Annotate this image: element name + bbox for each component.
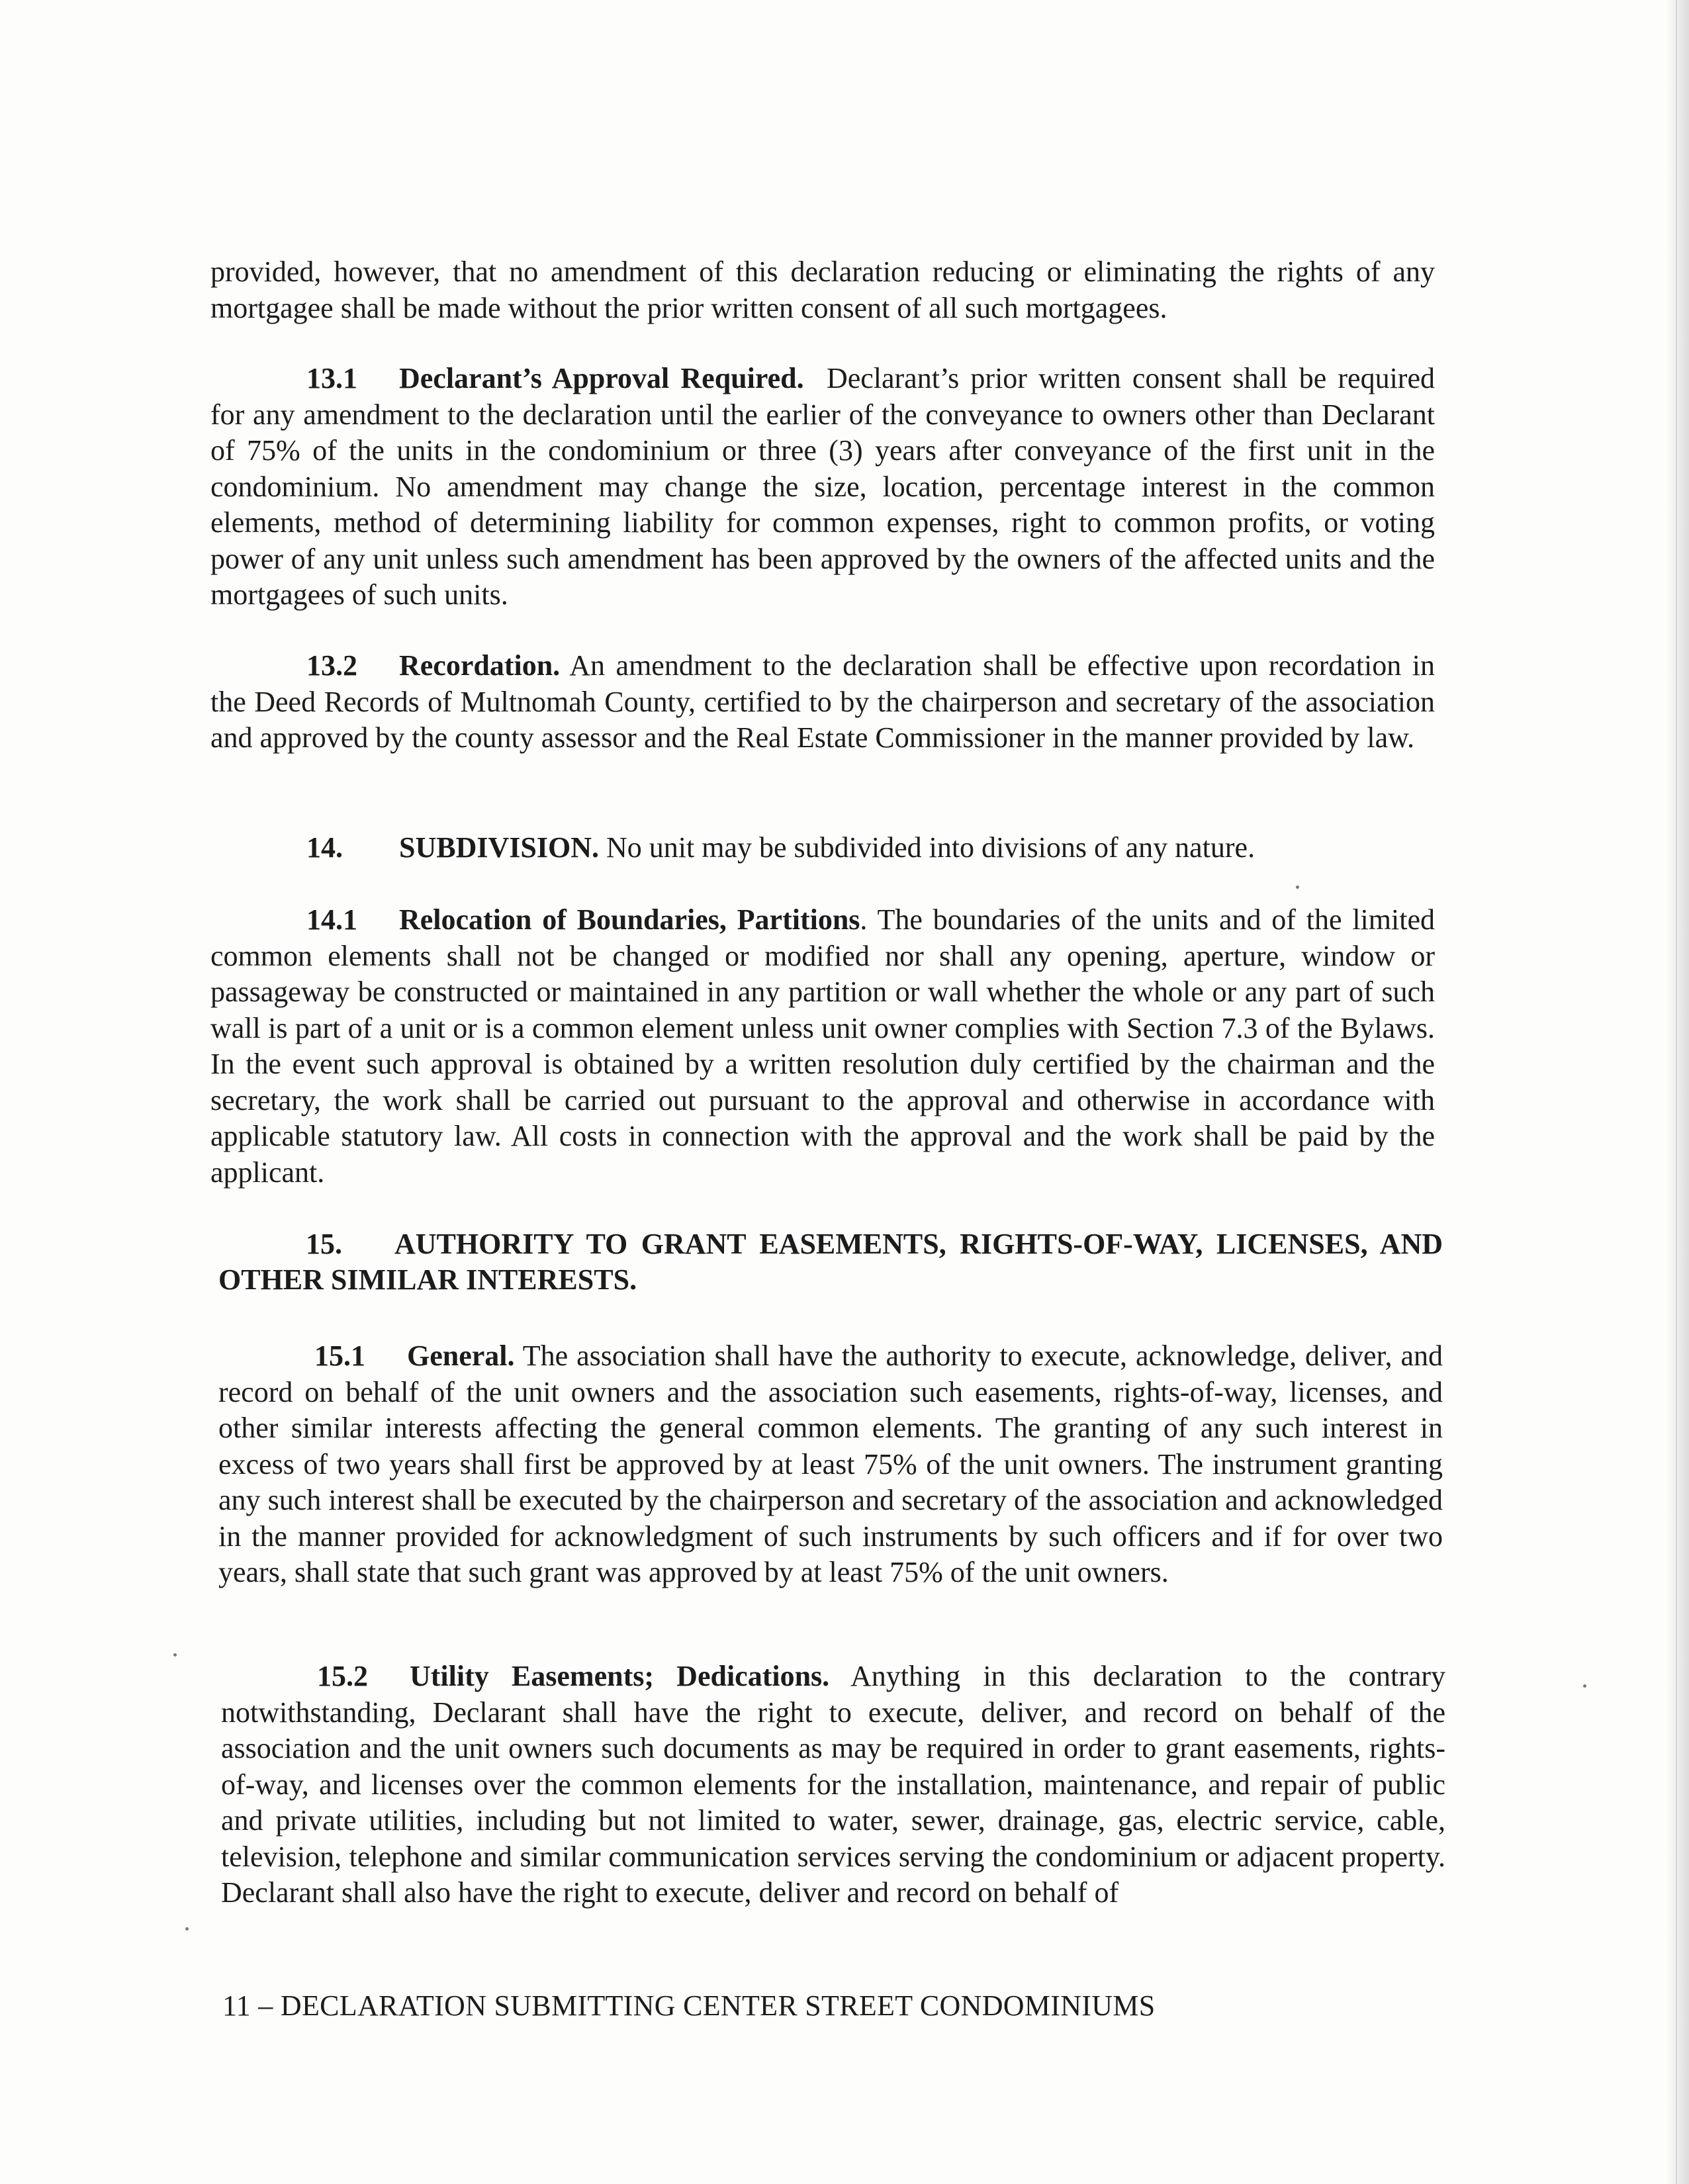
section-title: Declarant’s Approval Required. (399, 362, 804, 394)
section-text: The association shall have the authority to execute, acknowledge, deliver, and record on behalf of the unit owners and the association such easements, rights-of-way, licenses, and other similar interests affecting the general common elements. The granting of any such interest in excess of two years shall first be approved by at least 75% of the unit owners. The instrument granting any such interest shall be executed by the chairperson and secretary of the association and acknowledged in the manner provided for acknowledgment of such instruments by such officers and if for over two years, shall state that such grant was approved by at least 75% of the unit owners. (218, 1340, 1443, 1588)
section-title: Utility Easements; Dedications. (410, 1660, 830, 1692)
section-14 (210, 830, 1435, 866)
scan-speck (1583, 1684, 1586, 1688)
section-15-1 (218, 1338, 1443, 1591)
section-15-heading (218, 1226, 1443, 1298)
section-title: AUTHORITY TO GRANT EASEMENTS, RIGHTS-OF-WAY, LICENSES, AND OTHER SIMILAR INTERESTS. (218, 1228, 1443, 1296)
section-title: Relocation of Boundaries, Partitions (399, 903, 860, 936)
section-number: 13.2 (306, 649, 357, 682)
scan-speck (185, 1927, 189, 1931)
section-number: 14. (306, 831, 343, 864)
section-text: . The boundaries of the units and of the limited common elements shall not be changed or modified nor shall any opening, aperture, window or passageway be constructed or maintained in any partition or wall whether the whole or any part of such wall is part of a unit or is a common element unless unit owner complies with Section 7.3 of the Bylaws. In the event such approval is obtained by a written resolution duly certified by the chairman and the secretary, the work shall be carried out pursuant to the approval and otherwise in accordance with applicable statutory law. All costs in connection with the approval and the work shall be paid by the applicant. (210, 903, 1435, 1189)
section-number: 13.1 (306, 362, 357, 394)
section-text: Declarant’s prior written consent shall be required for any amendment to the declaration until the earlier of the conveyance to owners other than Declarant of 75% of the units in the condominium or three (3) years after conveyance of the first unit in the condominium. No amendment may change the size, location, percentage interest in the common elements, method of determining liability for common expenses, right to common profits, or voting power of any unit unless such amendment has been approved by the owners of the affected units and the mortgagees of such units. (210, 362, 1435, 611)
section-title: SUBDIVISION. (399, 831, 599, 864)
section-text: Anything in this declaration to the contrary notwithstanding, Declarant shall have the right to execute, deliver, and record on behalf of the association and the unit owners such documents as may be required in order to grant easements, rights-of-way, and licenses over the common elements for the installation, maintenance, and repair of public and private utilities, including but not limited to water, sewer, drainage, gas, electric service, cable, television, telephone and similar communication services serving the condominium or adjacent property. Declarant shall also have the right to execute, deliver and record on behalf of (221, 1660, 1445, 1909)
section-number: 15.1 (314, 1340, 365, 1372)
scan-edge-line (1676, 0, 1677, 2184)
page-footer: 11 – DECLARATION SUBMITTING CENTER STREET CONDOMINIUMS (222, 1989, 1156, 2022)
section-14-1 (210, 902, 1435, 1191)
scan-page-edge (1665, 0, 1689, 2184)
section-15-2 (221, 1659, 1445, 1911)
section-13-2 (210, 648, 1435, 756)
scan-speck (173, 1653, 177, 1657)
section-number: 15. (306, 1228, 342, 1260)
section-title: Recordation. (399, 649, 561, 682)
section-title: General. (407, 1340, 515, 1372)
section-number: 14.1 (306, 903, 357, 936)
section-text: An amendment to the declaration shall be effective upon recordation in the Deed Records of Multnomah County, certified to by the chairperson and secretary of the association and approved by the county assessor and the Real Estate Commissioner in the manner provided by law. (210, 649, 1435, 754)
section-number: 15.2 (317, 1660, 368, 1692)
section-text: No unit may be subdivided into divisions of any nature. (606, 831, 1255, 864)
scan-speck (1296, 886, 1299, 889)
intro-paragraph: provided, however, that no amendment of this declaration reducing or eliminating the rights of any mortgagee shall be made without the prior written consent of all such mortgagees. (210, 255, 1435, 324)
section-13-1 (210, 361, 1435, 614)
